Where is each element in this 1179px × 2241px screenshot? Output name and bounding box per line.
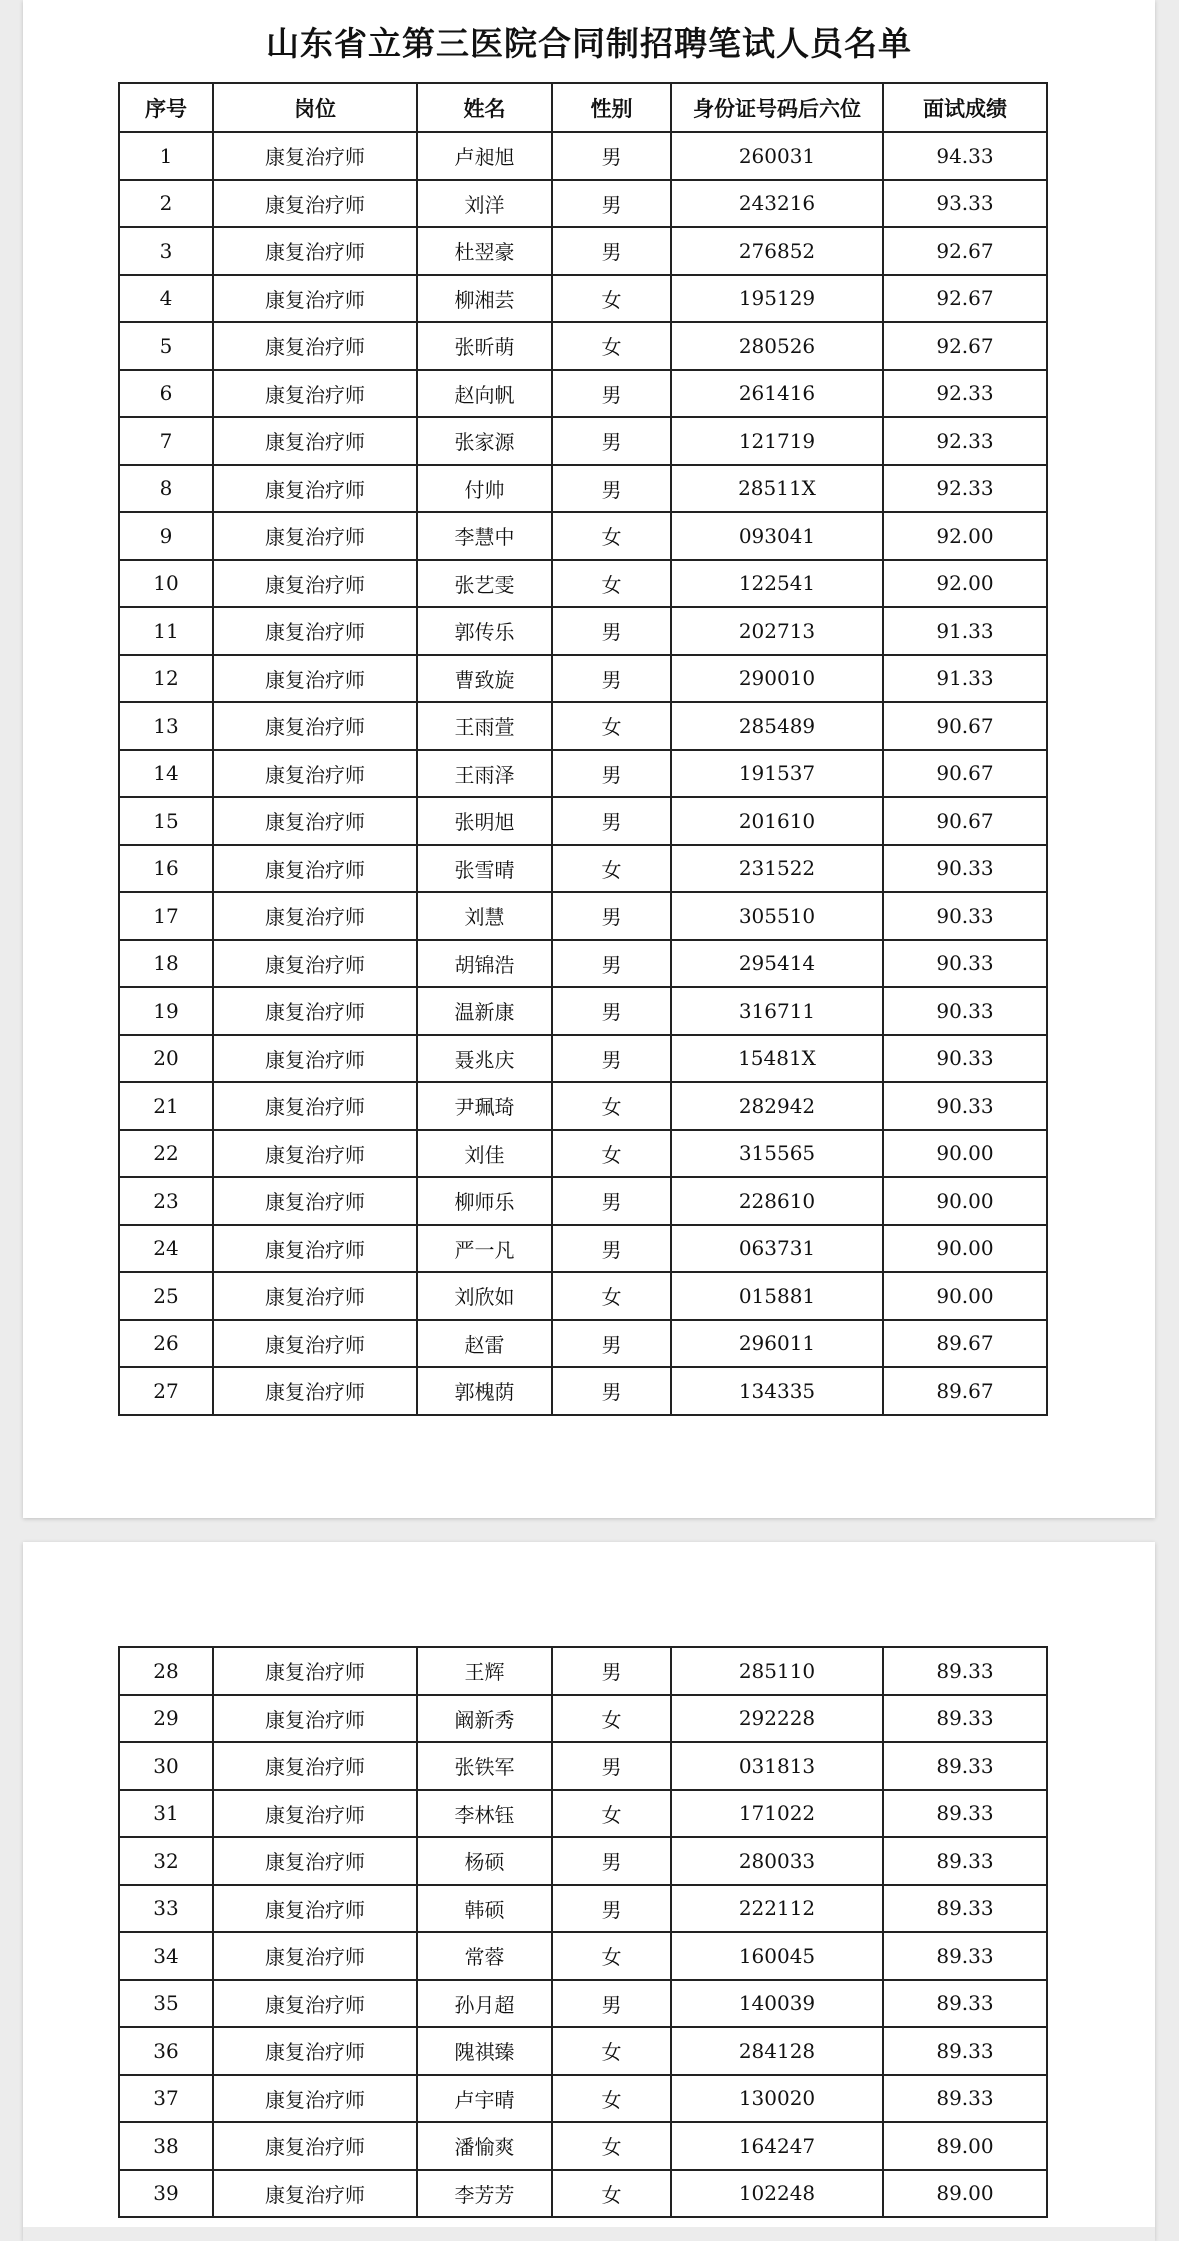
cell-id-last-six: 284128 — [671, 2027, 883, 2075]
cell-position: 康复治疗师 — [213, 987, 417, 1035]
cell-position: 康复治疗师 — [213, 322, 417, 370]
cell-id-last-six: 222112 — [671, 1885, 883, 1933]
cell-id-last-six: 305510 — [671, 892, 883, 940]
cell-name: 郭传乐 — [417, 607, 552, 655]
cell-interview-score: 90.00 — [883, 1130, 1047, 1178]
table-row — [119, 1742, 1047, 1790]
table-row — [119, 1130, 1047, 1178]
table-row — [119, 1177, 1047, 1225]
cell-gender: 男 — [552, 1367, 671, 1415]
cell-id-last-six: 160045 — [671, 1932, 883, 1980]
cell-gender: 女 — [552, 322, 671, 370]
cell-id-last-six: 261416 — [671, 370, 883, 418]
cell-serial: 25 — [119, 1272, 213, 1320]
cell-gender: 男 — [552, 1885, 671, 1933]
cell-gender: 女 — [552, 845, 671, 893]
cell-serial: 11 — [119, 607, 213, 655]
table-body-page-1 — [119, 132, 1047, 1415]
cell-position: 康复治疗师 — [213, 1790, 417, 1838]
cell-name: 张明旭 — [417, 797, 552, 845]
cell-serial: 26 — [119, 1320, 213, 1368]
cell-position: 康复治疗师 — [213, 1980, 417, 2028]
candidate-table-page-1 — [118, 82, 1048, 1416]
cell-gender: 女 — [552, 1932, 671, 1980]
cell-id-last-six: 280526 — [671, 322, 883, 370]
page-cut-strip — [23, 2227, 1155, 2241]
cell-interview-score: 89.00 — [883, 2122, 1047, 2170]
table-row — [119, 2122, 1047, 2170]
cell-gender: 女 — [552, 1790, 671, 1838]
cell-name: 王雨萱 — [417, 702, 552, 750]
table-row — [119, 1225, 1047, 1273]
cell-position: 康复治疗师 — [213, 275, 417, 323]
cell-serial: 12 — [119, 655, 213, 703]
table-row — [119, 1367, 1047, 1415]
cell-id-last-six: 285110 — [671, 1647, 883, 1695]
cell-serial: 6 — [119, 370, 213, 418]
cell-serial: 10 — [119, 560, 213, 608]
cell-gender: 男 — [552, 1177, 671, 1225]
cell-serial: 8 — [119, 465, 213, 513]
cell-position: 康复治疗师 — [213, 1932, 417, 1980]
cell-name: 刘慧 — [417, 892, 552, 940]
cell-name: 张昕萌 — [417, 322, 552, 370]
cell-gender: 女 — [552, 2027, 671, 2075]
cell-position: 康复治疗师 — [213, 1742, 417, 1790]
cell-interview-score: 91.33 — [883, 607, 1047, 655]
cell-position: 康复治疗师 — [213, 797, 417, 845]
cell-interview-score: 90.67 — [883, 750, 1047, 798]
header-gender: 性别 — [552, 83, 671, 132]
cell-id-last-six: 260031 — [671, 132, 883, 180]
cell-serial: 31 — [119, 1790, 213, 1838]
cell-name: 刘欣如 — [417, 1272, 552, 1320]
cell-position: 康复治疗师 — [213, 1647, 417, 1695]
cell-position: 康复治疗师 — [213, 702, 417, 750]
cell-id-last-six: 276852 — [671, 227, 883, 275]
cell-gender: 男 — [552, 180, 671, 228]
cell-position: 康复治疗师 — [213, 465, 417, 513]
cell-gender: 女 — [552, 1082, 671, 1130]
cell-interview-score: 89.33 — [883, 2075, 1047, 2123]
cell-gender: 女 — [552, 512, 671, 560]
cell-id-last-six: 315565 — [671, 1130, 883, 1178]
cell-gender: 男 — [552, 987, 671, 1035]
cell-name: 赵雷 — [417, 1320, 552, 1368]
cell-interview-score: 89.33 — [883, 1790, 1047, 1838]
cell-interview-score: 90.33 — [883, 987, 1047, 1035]
cell-name: 严一凡 — [417, 1225, 552, 1273]
cell-interview-score: 89.67 — [883, 1367, 1047, 1415]
cell-id-last-six: 28511X — [671, 465, 883, 513]
cell-serial: 33 — [119, 1885, 213, 1933]
cell-gender: 男 — [552, 655, 671, 703]
cell-gender: 男 — [552, 370, 671, 418]
cell-name: 刘佳 — [417, 1130, 552, 1178]
cell-id-last-six: 316711 — [671, 987, 883, 1035]
cell-interview-score: 92.33 — [883, 417, 1047, 465]
cell-id-last-six: 201610 — [671, 797, 883, 845]
cell-name: 曹致旋 — [417, 655, 552, 703]
table-row — [119, 655, 1047, 703]
cell-interview-score: 90.00 — [883, 1272, 1047, 1320]
cell-serial: 15 — [119, 797, 213, 845]
cell-position: 康复治疗师 — [213, 227, 417, 275]
cell-interview-score: 92.00 — [883, 512, 1047, 560]
cell-gender: 女 — [552, 2122, 671, 2170]
table-row — [119, 180, 1047, 228]
cell-interview-score: 92.33 — [883, 465, 1047, 513]
cell-name: 卢昶旭 — [417, 132, 552, 180]
header-serial: 序号 — [119, 83, 213, 132]
cell-serial: 7 — [119, 417, 213, 465]
cell-gender: 男 — [552, 1980, 671, 2028]
cell-id-last-six: 280033 — [671, 1837, 883, 1885]
cell-position: 康复治疗师 — [213, 2075, 417, 2123]
cell-position: 康复治疗师 — [213, 512, 417, 560]
cell-name: 张艺雯 — [417, 560, 552, 608]
cell-interview-score: 90.33 — [883, 845, 1047, 893]
cell-name: 杨硕 — [417, 1837, 552, 1885]
cell-serial: 16 — [119, 845, 213, 893]
table-row — [119, 1885, 1047, 1933]
cell-interview-score: 90.33 — [883, 892, 1047, 940]
cell-gender: 男 — [552, 607, 671, 655]
header-interview-score: 面试成绩 — [883, 83, 1047, 132]
cell-id-last-six: 282942 — [671, 1082, 883, 1130]
cell-name: 柳湘芸 — [417, 275, 552, 323]
cell-name: 阚新秀 — [417, 1695, 552, 1743]
cell-gender: 男 — [552, 1035, 671, 1083]
cell-serial: 24 — [119, 1225, 213, 1273]
cell-id-last-six: 202713 — [671, 607, 883, 655]
cell-interview-score: 92.00 — [883, 560, 1047, 608]
cell-interview-score: 90.00 — [883, 1177, 1047, 1225]
cell-name: 柳师乐 — [417, 1177, 552, 1225]
table-row — [119, 512, 1047, 560]
cell-id-last-six: 031813 — [671, 1742, 883, 1790]
cell-id-last-six: 195129 — [671, 275, 883, 323]
cell-interview-score: 89.33 — [883, 1695, 1047, 1743]
cell-serial: 38 — [119, 2122, 213, 2170]
table-header-row — [119, 83, 1047, 132]
cell-gender: 女 — [552, 2075, 671, 2123]
cell-position: 康复治疗师 — [213, 132, 417, 180]
cell-serial: 22 — [119, 1130, 213, 1178]
table-row — [119, 227, 1047, 275]
cell-position: 康复治疗师 — [213, 1225, 417, 1273]
cell-id-last-six: 231522 — [671, 845, 883, 893]
cell-name: 温新康 — [417, 987, 552, 1035]
cell-id-last-six: 285489 — [671, 702, 883, 750]
cell-serial: 9 — [119, 512, 213, 560]
cell-serial: 4 — [119, 275, 213, 323]
cell-serial: 30 — [119, 1742, 213, 1790]
cell-serial: 5 — [119, 322, 213, 370]
header-id-last-six: 身份证号码后六位 — [671, 83, 883, 132]
cell-position: 康复治疗师 — [213, 2027, 417, 2075]
cell-id-last-six: 228610 — [671, 1177, 883, 1225]
cell-serial: 39 — [119, 2170, 213, 2218]
cell-id-last-six: 171022 — [671, 1790, 883, 1838]
cell-id-last-six: 290010 — [671, 655, 883, 703]
table-row — [119, 322, 1047, 370]
cell-interview-score: 93.33 — [883, 180, 1047, 228]
table-row — [119, 1082, 1047, 1130]
cell-serial: 1 — [119, 132, 213, 180]
cell-interview-score: 89.00 — [883, 2170, 1047, 2218]
cell-interview-score: 94.33 — [883, 132, 1047, 180]
document-page-1 — [23, 0, 1155, 1518]
cell-serial: 36 — [119, 2027, 213, 2075]
cell-gender: 男 — [552, 797, 671, 845]
table-row — [119, 132, 1047, 180]
cell-position: 康复治疗师 — [213, 1035, 417, 1083]
cell-position: 康复治疗师 — [213, 2170, 417, 2218]
cell-name: 李林钰 — [417, 1790, 552, 1838]
cell-position: 康复治疗师 — [213, 1082, 417, 1130]
cell-serial: 2 — [119, 180, 213, 228]
cell-serial: 17 — [119, 892, 213, 940]
table-row — [119, 465, 1047, 513]
cell-interview-score: 89.33 — [883, 1980, 1047, 2028]
cell-name: 潘愉爽 — [417, 2122, 552, 2170]
cell-interview-score: 90.67 — [883, 797, 1047, 845]
cell-position: 康复治疗师 — [213, 1885, 417, 1933]
cell-gender: 男 — [552, 1320, 671, 1368]
table-row — [119, 275, 1047, 323]
cell-name: 张铁军 — [417, 1742, 552, 1790]
cell-interview-score: 89.33 — [883, 1647, 1047, 1695]
cell-interview-score: 92.67 — [883, 227, 1047, 275]
cell-id-last-six: 134335 — [671, 1367, 883, 1415]
cell-name: 赵向帆 — [417, 370, 552, 418]
cell-interview-score: 89.67 — [883, 1320, 1047, 1368]
table-row — [119, 1932, 1047, 1980]
cell-serial: 23 — [119, 1177, 213, 1225]
cell-id-last-six: 130020 — [671, 2075, 883, 2123]
cell-name: 李芳芳 — [417, 2170, 552, 2218]
cell-name: 孙月超 — [417, 1980, 552, 2028]
table-row — [119, 1320, 1047, 1368]
cell-position: 康复治疗师 — [213, 180, 417, 228]
cell-gender: 男 — [552, 940, 671, 988]
cell-name: 常蓉 — [417, 1932, 552, 1980]
cell-interview-score: 89.33 — [883, 1742, 1047, 1790]
cell-name: 郭槐荫 — [417, 1367, 552, 1415]
cell-interview-score: 92.67 — [883, 275, 1047, 323]
table-row — [119, 607, 1047, 655]
cell-id-last-six: 296011 — [671, 1320, 883, 1368]
cell-id-last-six: 102248 — [671, 2170, 883, 2218]
cell-name: 胡锦浩 — [417, 940, 552, 988]
cell-id-last-six: 015881 — [671, 1272, 883, 1320]
cell-name: 杜翌豪 — [417, 227, 552, 275]
table-row — [119, 417, 1047, 465]
cell-serial: 14 — [119, 750, 213, 798]
cell-serial: 37 — [119, 2075, 213, 2123]
cell-name: 聂兆庆 — [417, 1035, 552, 1083]
cell-position: 康复治疗师 — [213, 845, 417, 893]
cell-serial: 35 — [119, 1980, 213, 2028]
header-position: 岗位 — [213, 83, 417, 132]
cell-position: 康复治疗师 — [213, 750, 417, 798]
cell-id-last-six: 164247 — [671, 2122, 883, 2170]
cell-name: 张雪晴 — [417, 845, 552, 893]
cell-interview-score: 92.67 — [883, 322, 1047, 370]
cell-gender: 男 — [552, 1742, 671, 1790]
cell-serial: 27 — [119, 1367, 213, 1415]
table-row — [119, 750, 1047, 798]
table-row — [119, 1695, 1047, 1743]
cell-gender: 女 — [552, 560, 671, 608]
cell-interview-score: 90.33 — [883, 1082, 1047, 1130]
table-row — [119, 2075, 1047, 2123]
cell-name: 隗祺臻 — [417, 2027, 552, 2075]
cell-id-last-six: 15481X — [671, 1035, 883, 1083]
cell-gender: 男 — [552, 465, 671, 513]
cell-serial: 34 — [119, 1932, 213, 1980]
cell-gender: 男 — [552, 417, 671, 465]
cell-name: 尹珮琦 — [417, 1082, 552, 1130]
cell-interview-score: 90.33 — [883, 940, 1047, 988]
cell-gender: 男 — [552, 892, 671, 940]
cell-serial: 28 — [119, 1647, 213, 1695]
cell-gender: 女 — [552, 275, 671, 323]
cell-gender: 男 — [552, 227, 671, 275]
document-page-2 — [23, 1542, 1155, 2241]
table-row — [119, 845, 1047, 893]
table-row — [119, 1790, 1047, 1838]
cell-id-last-six: 243216 — [671, 180, 883, 228]
table-row — [119, 2027, 1047, 2075]
cell-position: 康复治疗师 — [213, 1177, 417, 1225]
cell-name: 刘洋 — [417, 180, 552, 228]
cell-position: 康复治疗师 — [213, 417, 417, 465]
cell-interview-score: 92.33 — [883, 370, 1047, 418]
header-name: 姓名 — [417, 83, 552, 132]
table-row — [119, 1035, 1047, 1083]
table-body-page-2 — [119, 1647, 1047, 2217]
cell-interview-score: 90.33 — [883, 1035, 1047, 1083]
table-row — [119, 2170, 1047, 2218]
cell-position: 康复治疗师 — [213, 607, 417, 655]
cell-interview-score: 89.33 — [883, 1932, 1047, 1980]
cell-gender: 女 — [552, 1130, 671, 1178]
cell-id-last-six: 122541 — [671, 560, 883, 608]
cell-gender: 男 — [552, 1647, 671, 1695]
cell-position: 康复治疗师 — [213, 1367, 417, 1415]
cell-id-last-six: 295414 — [671, 940, 883, 988]
cell-position: 康复治疗师 — [213, 2122, 417, 2170]
table-row — [119, 560, 1047, 608]
cell-name: 王雨泽 — [417, 750, 552, 798]
cell-name: 韩硕 — [417, 1885, 552, 1933]
cell-position: 康复治疗师 — [213, 892, 417, 940]
table-row — [119, 1647, 1047, 1695]
cell-serial: 21 — [119, 1082, 213, 1130]
table-row — [119, 1837, 1047, 1885]
document-title: 山东省立第三医院合同制招聘笔试人员名单 — [266, 24, 912, 63]
cell-name: 卢宇晴 — [417, 2075, 552, 2123]
cell-serial: 29 — [119, 1695, 213, 1743]
cell-gender: 女 — [552, 2170, 671, 2218]
cell-interview-score: 89.33 — [883, 1885, 1047, 1933]
cell-interview-score: 89.33 — [883, 2027, 1047, 2075]
cell-position: 康复治疗师 — [213, 1837, 417, 1885]
cell-gender: 男 — [552, 1837, 671, 1885]
table-row — [119, 940, 1047, 988]
cell-position: 康复治疗师 — [213, 1272, 417, 1320]
cell-id-last-six: 063731 — [671, 1225, 883, 1273]
cell-name: 李慧中 — [417, 512, 552, 560]
table-row — [119, 702, 1047, 750]
cell-position: 康复治疗师 — [213, 1695, 417, 1743]
cell-position: 康复治疗师 — [213, 940, 417, 988]
cell-id-last-six: 093041 — [671, 512, 883, 560]
table-row — [119, 892, 1047, 940]
table-row — [119, 1980, 1047, 2028]
cell-position: 康复治疗师 — [213, 1320, 417, 1368]
cell-serial: 32 — [119, 1837, 213, 1885]
cell-gender: 男 — [552, 132, 671, 180]
cell-position: 康复治疗师 — [213, 655, 417, 703]
cell-interview-score: 91.33 — [883, 655, 1047, 703]
table-row — [119, 987, 1047, 1035]
cell-gender: 女 — [552, 702, 671, 750]
table-row — [119, 1272, 1047, 1320]
cell-id-last-six: 121719 — [671, 417, 883, 465]
cell-position: 康复治疗师 — [213, 1130, 417, 1178]
table-row — [119, 797, 1047, 845]
cell-name: 付帅 — [417, 465, 552, 513]
cell-name: 王辉 — [417, 1647, 552, 1695]
cell-name: 张家源 — [417, 417, 552, 465]
cell-serial: 18 — [119, 940, 213, 988]
cell-serial: 20 — [119, 1035, 213, 1083]
cell-gender: 女 — [552, 1695, 671, 1743]
cell-serial: 3 — [119, 227, 213, 275]
cell-id-last-six: 140039 — [671, 1980, 883, 2028]
cell-gender: 男 — [552, 1225, 671, 1273]
candidate-table-page-2 — [118, 1646, 1048, 2218]
cell-interview-score: 90.00 — [883, 1225, 1047, 1273]
cell-serial: 13 — [119, 702, 213, 750]
cell-position: 康复治疗师 — [213, 370, 417, 418]
cell-interview-score: 89.33 — [883, 1837, 1047, 1885]
cell-gender: 男 — [552, 750, 671, 798]
table-row — [119, 370, 1047, 418]
cell-interview-score: 90.67 — [883, 702, 1047, 750]
cell-id-last-six: 292228 — [671, 1695, 883, 1743]
cell-id-last-six: 191537 — [671, 750, 883, 798]
cell-serial: 19 — [119, 987, 213, 1035]
cell-position: 康复治疗师 — [213, 560, 417, 608]
cell-gender: 女 — [552, 1272, 671, 1320]
